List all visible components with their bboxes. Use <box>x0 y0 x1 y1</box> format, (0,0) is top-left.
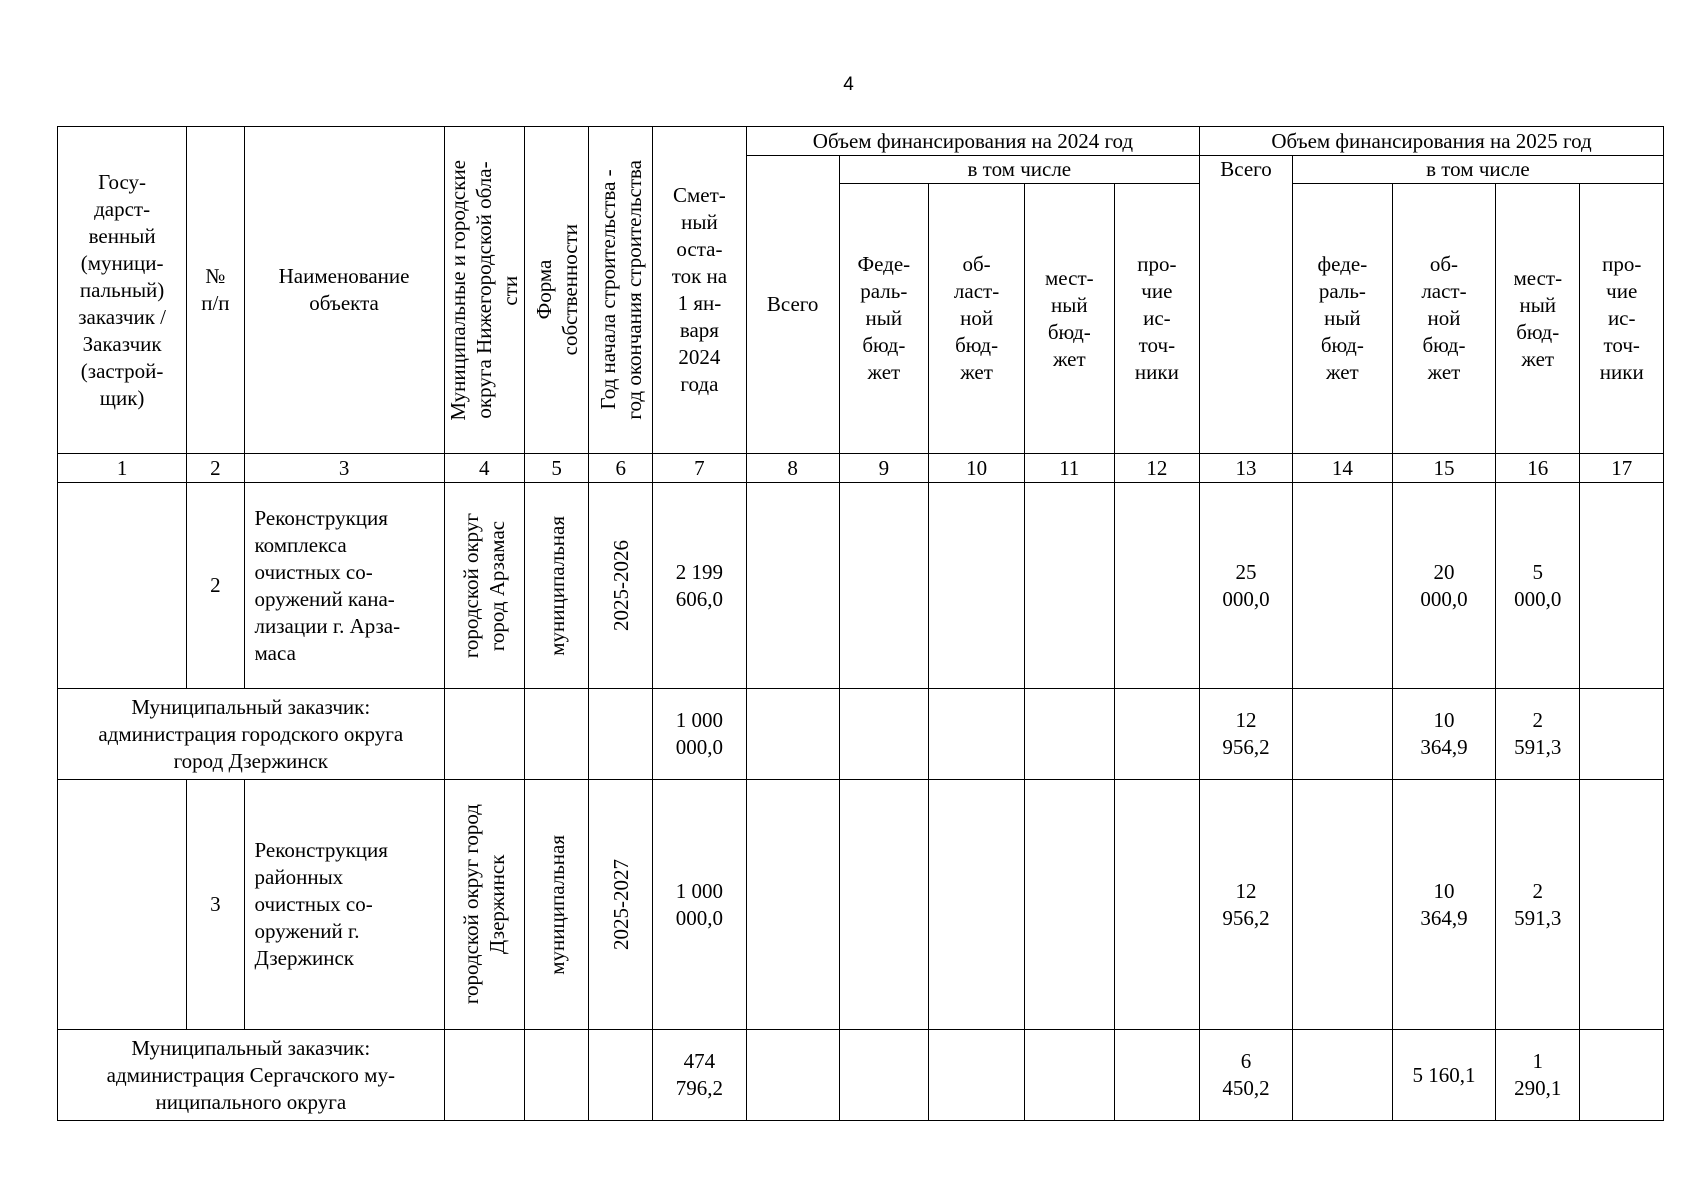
value-cell <box>1114 780 1200 1030</box>
value-cell <box>1580 483 1664 689</box>
total-2025-value: 25 000,0 <box>1200 483 1293 689</box>
value-cell <box>1580 689 1664 780</box>
column-number: 16 <box>1496 454 1580 483</box>
value-cell <box>1292 780 1392 1030</box>
header-districts <box>444 127 524 454</box>
header-ownership <box>524 127 589 454</box>
district-cell <box>444 483 524 689</box>
regional-2025-value: 20 000,0 <box>1392 483 1495 689</box>
ownership-text: муниципальная <box>544 515 569 656</box>
value-cell <box>1114 689 1200 780</box>
header-federal-2024: Феде- раль- ный бюд- жет <box>839 184 929 454</box>
header-local-2024: мест- ный бюд- жет <box>1025 184 1115 454</box>
column-number: 12 <box>1114 454 1200 483</box>
value-cell <box>1114 1030 1200 1121</box>
value-cell <box>444 689 524 780</box>
header-other-2025: про- чие ис- точ- ники <box>1580 184 1664 454</box>
table-row <box>58 780 1664 1030</box>
header-local-2025: мест- ный бюд- жет <box>1496 184 1580 454</box>
header-districts-text: Муниципальные и городские округа Нижегородской обла- сти <box>446 159 523 421</box>
column-number: 1 <box>58 454 187 483</box>
years-text: 2025-2026 <box>608 540 633 631</box>
district-cell <box>444 780 524 1030</box>
value-cell <box>746 780 839 1030</box>
object-name: Реконструкция районных очистных со- оружений г. Дзержинск <box>244 780 444 1030</box>
value-cell <box>746 1030 839 1121</box>
header-including-2024: в том числе <box>839 156 1200 184</box>
years-cell <box>589 780 653 1030</box>
local-2025-value: 5 000,0 <box>1496 483 1580 689</box>
ownership-cell <box>524 483 589 689</box>
district-text: городской округ город Арзамас <box>459 512 510 659</box>
header-including-2025: в том числе <box>1292 156 1663 184</box>
value-cell <box>839 483 929 689</box>
header-regional-2025: об- ласт- ной бюд- жет <box>1392 184 1495 454</box>
remainder-value: 474 796,2 <box>653 1030 747 1121</box>
header-remainder: Смет- ный оста- ток на 1 ян- варя 2024 года <box>653 127 747 454</box>
value-cell <box>929 780 1025 1030</box>
value-cell <box>746 483 839 689</box>
regional-2025-value: 10 364,9 <box>1392 689 1495 780</box>
value-cell <box>839 1030 929 1121</box>
row-number: 3 <box>187 780 244 1030</box>
header-regional-2024: об- ласт- ной бюд- жет <box>929 184 1025 454</box>
value-cell <box>444 1030 524 1121</box>
header-years-text: Год начала строительства - год окончания строительства <box>595 160 646 420</box>
ownership-cell <box>524 780 589 1030</box>
years-cell <box>589 483 653 689</box>
value-cell <box>1292 689 1392 780</box>
header-ownership-text: Форма собственности <box>531 224 582 356</box>
local-2025-value: 1 290,1 <box>1496 1030 1580 1121</box>
value-cell <box>524 1030 589 1121</box>
header-other-2024: про- чие ис- точ- ники <box>1114 184 1200 454</box>
remainder-value: 1 000 000,0 <box>653 780 747 1030</box>
column-number: 5 <box>524 454 589 483</box>
customer-cell <box>58 483 187 689</box>
column-number: 8 <box>746 454 839 483</box>
value-cell <box>929 1030 1025 1121</box>
value-cell <box>524 689 589 780</box>
value-cell <box>1292 1030 1392 1121</box>
local-2025-value: 2 591,3 <box>1496 689 1580 780</box>
column-number: 7 <box>653 454 747 483</box>
value-cell <box>839 689 929 780</box>
remainder-value: 1 000 000,0 <box>653 689 747 780</box>
value-cell <box>589 1030 653 1121</box>
value-cell <box>929 483 1025 689</box>
municipal-customer: Муниципальный заказчик: администрация городского округа город Дзержинск <box>58 689 445 780</box>
column-number: 15 <box>1392 454 1495 483</box>
value-cell <box>1114 483 1200 689</box>
column-number: 13 <box>1200 454 1293 483</box>
district-text: городской округ город Дзержинск <box>459 804 510 1005</box>
municipal-customer: Муниципальный заказчик: администрация Сергачского му- ниципального округа <box>58 1030 445 1121</box>
column-number: 2 <box>187 454 244 483</box>
header-object-name: Наименование объекта <box>244 127 444 454</box>
years-text: 2025-2027 <box>608 859 633 950</box>
column-number: 14 <box>1292 454 1392 483</box>
table-row <box>58 689 1664 780</box>
remainder-value: 2 199 606,0 <box>653 483 747 689</box>
column-number: 10 <box>929 454 1025 483</box>
header-financing-2025: Объем финансирования на 2025 год <box>1200 127 1664 156</box>
column-number: 9 <box>839 454 929 483</box>
row-number: 2 <box>187 483 244 689</box>
value-cell <box>839 780 929 1030</box>
header-total-2025: Всего <box>1200 156 1293 454</box>
column-number: 4 <box>444 454 524 483</box>
value-cell <box>1025 689 1115 780</box>
header-customer: Госу- дарст- венный (муници- пальный) заказчик / Заказчик (застрой- щик) <box>58 127 187 454</box>
header-federal-2025: феде- раль- ный бюд- жет <box>1292 184 1392 454</box>
value-cell <box>1025 1030 1115 1121</box>
local-2025-value: 2 591,3 <box>1496 780 1580 1030</box>
financing-table <box>57 126 1664 1121</box>
header-years <box>589 127 653 454</box>
total-2025-value: 12 956,2 <box>1200 780 1293 1030</box>
table-row <box>58 1030 1664 1121</box>
column-number-row <box>58 454 1664 483</box>
column-number: 3 <box>244 454 444 483</box>
header-total-2024: Всего <box>746 156 839 454</box>
column-number: 11 <box>1025 454 1115 483</box>
value-cell <box>589 689 653 780</box>
value-cell <box>1025 483 1115 689</box>
table-row <box>58 483 1664 689</box>
page-number: 4 <box>843 74 854 95</box>
value-cell <box>1025 780 1115 1030</box>
ownership-text: муниципальная <box>544 834 569 975</box>
regional-2025-value: 5 160,1 <box>1392 1030 1495 1121</box>
value-cell <box>1292 483 1392 689</box>
value-cell <box>746 689 839 780</box>
customer-cell <box>58 780 187 1030</box>
column-number: 17 <box>1580 454 1664 483</box>
total-2025-value: 12 956,2 <box>1200 689 1293 780</box>
header-number: № п/п <box>187 127 244 454</box>
value-cell <box>1580 1030 1664 1121</box>
total-2025-value: 6 450,2 <box>1200 1030 1293 1121</box>
value-cell <box>1580 780 1664 1030</box>
value-cell <box>929 689 1025 780</box>
column-number: 6 <box>589 454 653 483</box>
header-financing-2024: Объем финансирования на 2024 год <box>746 127 1199 156</box>
regional-2025-value: 10 364,9 <box>1392 780 1495 1030</box>
object-name: Реконструкция комплекса очистных со- оружений кана- лизации г. Арза- маса <box>244 483 444 689</box>
